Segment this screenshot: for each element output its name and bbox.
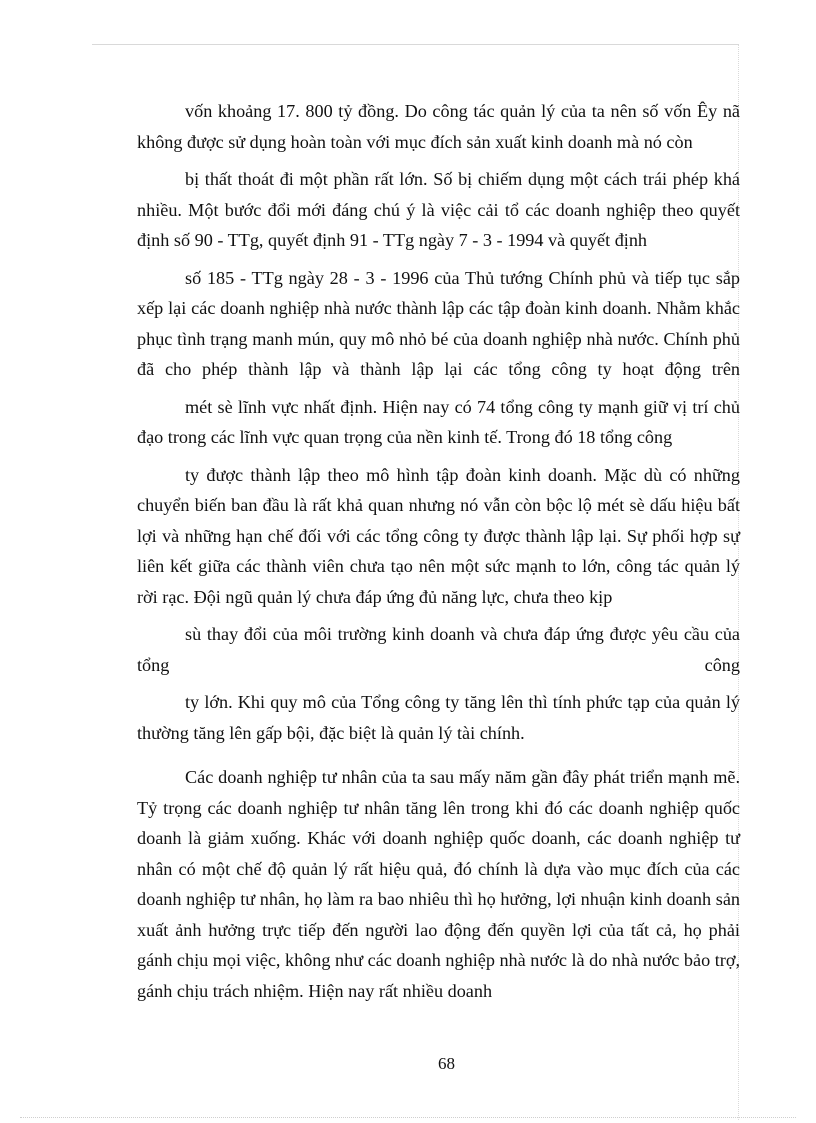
page-bottom-rule [20, 1117, 796, 1118]
paragraph-6: sù thay đổi của môi trường kinh doanh và chưa đáp ứng được yêu cầu của tổng công [137, 624, 740, 675]
paragraph-8: Các doanh nghiệp tư nhân của ta sau mấy năm gần đây phát triển mạnh mẽ. Tỷ trọng các doanh nghiệp tư nhân tăng lên trong khi đó các doanh nghiệp quốc doanh là giảm xuống. Khác với doanh nghiệp quốc doanh, các doanh nghiệp tư nhân có một chế độ quản lý rất hiệu quả, đó chính là dựa vào mục đích của các doanh nghiệp tư nhân, họ làm ra bao nhiêu thì họ hưởng, lợi nhuận kinh doanh sản xuất ảnh hưởng trực tiếp đến người lao động đến quyền lợi của tất cả, họ phải gánh chịu mọi việc, không như các doanh nghiệp nhà nước là do nhà nước bảo trợ, gánh chịu trách nhiệm. Hiện nay rất nhiều doanh [137, 767, 740, 1001]
body-text [137, 96, 740, 1006]
paragraph-2: bị thất thoát đi một phần rất lớn. Số bị chiếm dụng một cách trái phép khá nhiều. Một bước đổi mới đáng chú ý là việc cải tổ các doanh nghiệp theo quyết định số 90 - TTg, quyết định 91 - TTg ngày 7 - 3 - 1994 và quyết định [137, 169, 740, 250]
paragraph-3: số 185 - TTg ngày 28 - 3 - 1996 của Thủ tướng Chính phủ và tiếp tục sắp xếp lại các doanh nghiệp nhà nước thành lập các tập đoàn kinh doanh. Nhằm khắc phục tình trạng manh mún, quy mô nhỏ bé của doanh nghiệp nhà nước. Chính phủ đã cho phép thành lập và thành lập lại các tổng công ty hoạt động trên [137, 267, 740, 379]
paragraph-1: vốn khoảng 17. 800 tỷ đồng. Do công tác quản lý của ta nên số vốn Êy nã không được sử dụng hoàn toàn với mục đích sản xuất kinh doanh mà nó còn [137, 101, 740, 152]
page-number: 68 [438, 1054, 455, 1073]
paragraph-5: ty được thành lập theo mô hình tập đoàn kinh doanh. Mặc dù có những chuyển biến ban đầu là rất khả quan nhưng nó vẫn còn bộc lộ mét sè dấu hiệu bất lợi và những hạn chế đối với các tổng công ty được thành lập lại. Sự phối hợp sự liên kết giữa các thành viên chưa tạo nên một sức mạnh to lớn, công tác quản lý rời rạc. Đội ngũ quản lý chưa đáp ứng đủ năng lực, chưa theo kịp [137, 464, 740, 607]
paragraph-7: ty lớn. Khi quy mô của Tổng công ty tăng lên thì tính phức tạp của quản lý thường tăng lên gấp bội, đặc biệt là quản lý tài chính. [137, 692, 740, 743]
paragraph-4: mét sè lĩnh vực nhất định. Hiện nay có 74 tổng công ty mạnh giữ vị trí chủ đạo trong các lĩnh vực quan trọng của nền kinh tế. Trong đó 18 tổng công [137, 396, 740, 447]
